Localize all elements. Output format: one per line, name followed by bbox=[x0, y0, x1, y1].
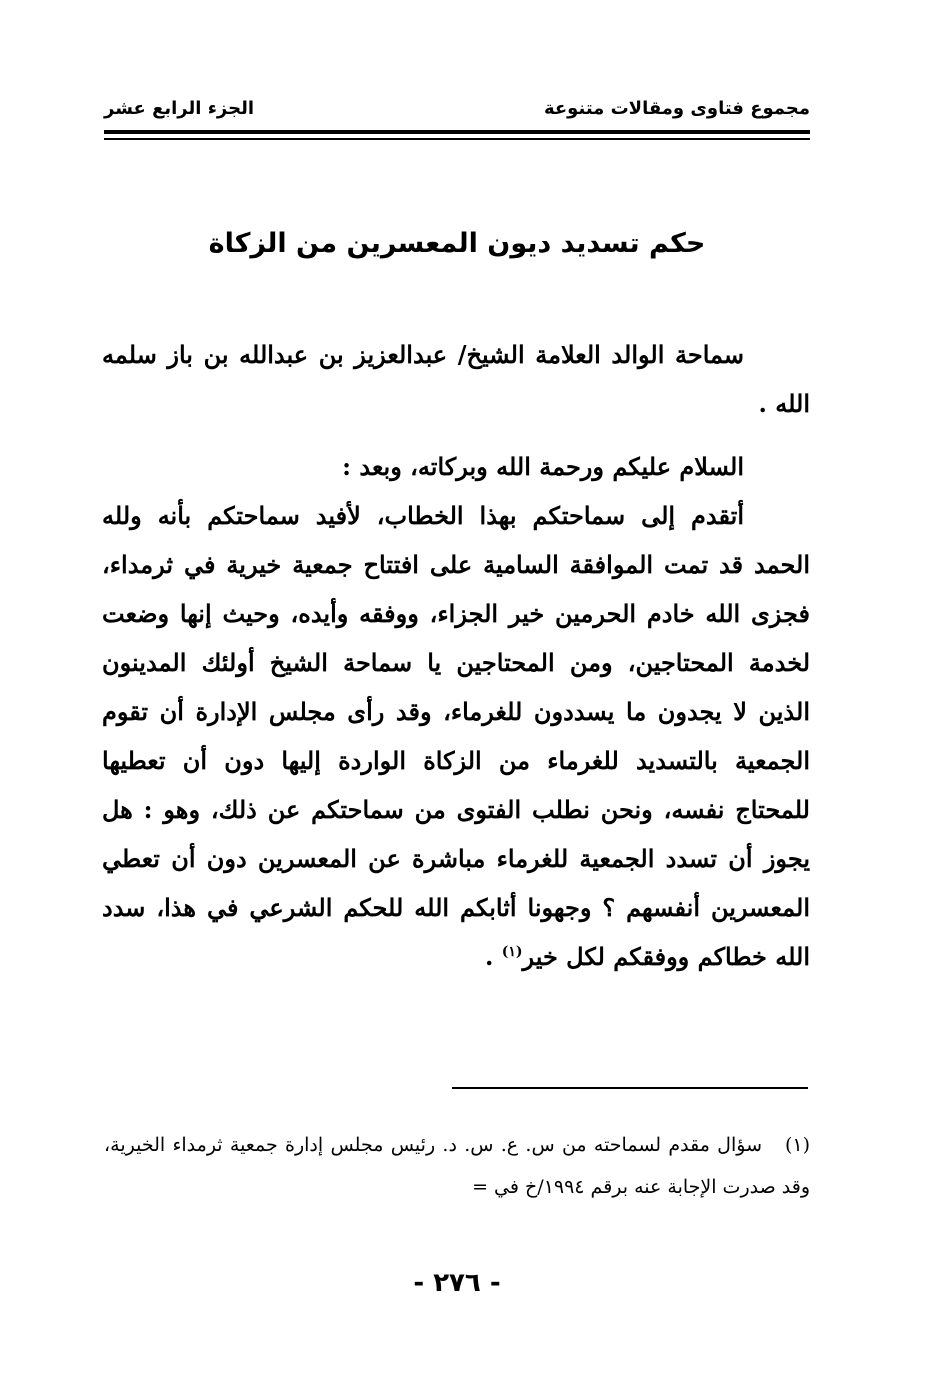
question-paragraph bbox=[102, 491, 810, 981]
running-header bbox=[104, 92, 810, 126]
book-title: مجموع فتاوى ومقالات متنوعة bbox=[543, 98, 810, 119]
article-title: حكم تسديد ديون المعسرين من الزكاة bbox=[208, 228, 706, 259]
footnote-marker[interactable]: (١) bbox=[501, 944, 523, 960]
article-body bbox=[102, 330, 810, 981]
page-number: - ٢٧٦ - bbox=[413, 1268, 501, 1298]
greeting-paragraph: السلام عليكم ورحمة الله وبركاته، وبعد : bbox=[342, 452, 744, 481]
footnote-number: (١) bbox=[784, 1134, 810, 1156]
header-rule-thin bbox=[104, 138, 810, 140]
footnote-separator bbox=[452, 1087, 808, 1089]
salutation-paragraph: سماحة الوالد العلامة الشيخ/ عبدالعزيز بن عبدالله بن باز سلمه الله . bbox=[102, 340, 810, 418]
closing-punctuation: . bbox=[484, 942, 494, 971]
footnote-text: سؤال مقدم لسماحته من س. ع. س. د. رئيس مجلس إدارة جمعية ثرمداء الخيرية، وقد صدرت الإجابة عنه برقم ١٩٩٤/خ في = bbox=[104, 1134, 810, 1198]
footnote bbox=[104, 1124, 810, 1208]
question-text: أتقدم إلى سماحتكم بهذا الخطاب، لأفيد سماحتكم بأنه ولله الحمد قد تمت الموافقة السامية على افتتاح جمعية خيرية في ثرمداء، فجزى الله خادم الحرمين خير الجزاء، ووفقه وأيده، وحيث إنها وضعت لخدمة المحتاجين، ومن المحتاجين يا سماحة الشيخ أولئك المدينون الذين لا يجدون ما يسددون للغرماء، وقد رأى مجلس الإدارة أن تقوم الجمعية بالتسديد للغرماء من الزكاة الواردة إليها دون أن تعطيها للمحتاج نفسه، ونحن نطلب الفتوى من سماحتكم عن ذلك، وهو : هل يجوز أن تسدد الجمعية للغرماء مباشرة عن المعسرين دون أن تعطي المعسرين أنفسهم ؟ وجهونا أثابكم الله للحكم الشرعي في هذا، سدد الله خطاكم ووفقكم لكل خير bbox=[102, 501, 810, 971]
volume-label: الجزء الرابع عشر bbox=[104, 98, 254, 119]
header-rule-thick bbox=[104, 130, 810, 134]
